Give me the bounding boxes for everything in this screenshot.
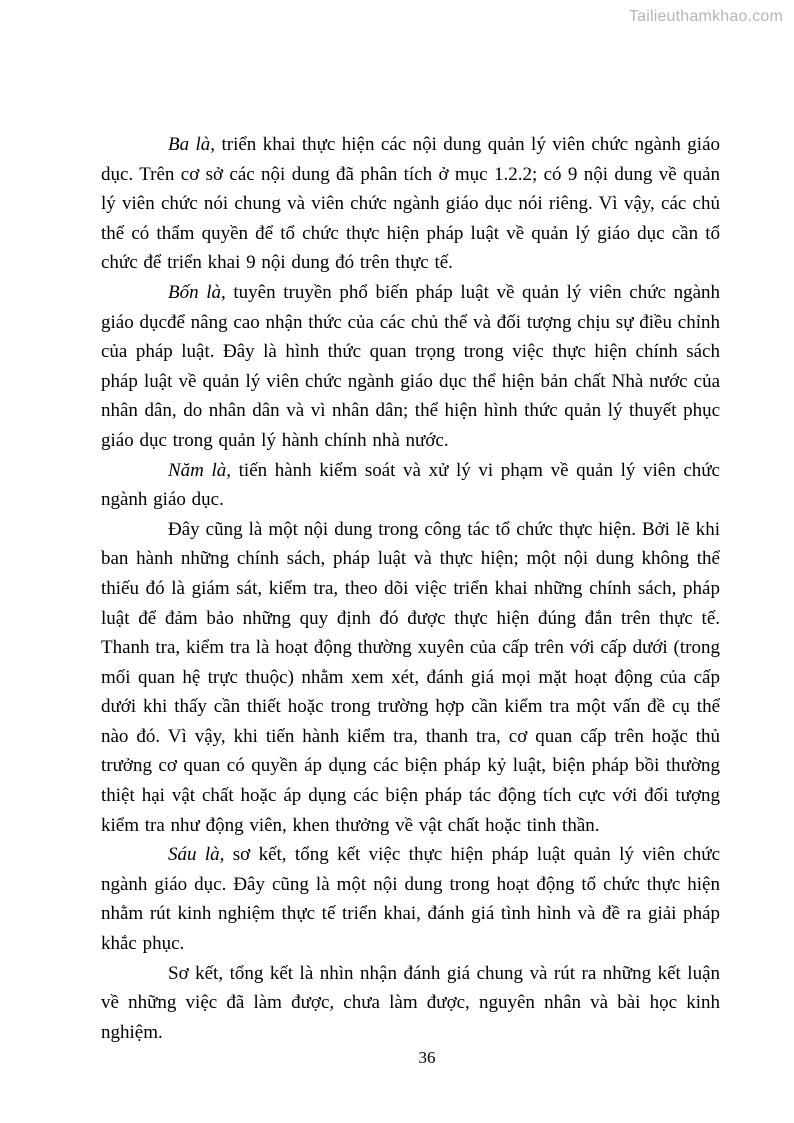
paragraph-lead-italic: Năm là,: [168, 459, 232, 481]
paragraph-lead-italic: Ba là,: [168, 134, 216, 155]
page-number: 36: [418, 1048, 436, 1067]
paragraph: Sáu là, sơ kết, tổng kết việc thực hiện pháp luật quản lý viên chức ngành giáo dục. Đây cũng là một nội dung trong hoạt động tổ chức thực hiện nhằm rút kinh nghiệm thực tế triển khai, đánh giá tình hình và đề ra giải pháp khắc phục.: [101, 844, 720, 955]
paragraph: Sơ kết, tổng kết là nhìn nhận đánh giá chung và rút ra những kết luận về những việc đã làm được, chưa làm được, nguyên nhân và bài học kinh nghiệm.: [101, 962, 720, 1043]
watermark-text: Tailieuthamkhao.com: [628, 8, 783, 25]
document-body: [101, 130, 720, 1047]
paragraph: Đây cũng là một nội dung trong công tác tổ chức thực hiện. Bởi lẽ khi ban hành những chính sách, pháp luật và thực hiện; một nội dung không thể thiếu đó là giám sát, kiểm tra, theo dõi việc triển khai những chính sách, pháp luật để đảm bảo những quy định đó được thực hiện đúng đắn trên thực tế. Thanh tra, kiểm tra là hoạt động thường xuyên của cấp trên với cấp dưới (trong mối quan hệ trực thuộc) nhằm xem xét, đánh giá mọi mặt hoạt động của cấp dưới khi thấy cần thiết hoặc trong trường hợp cần kiểm tra một vấn đề cụ thể nào đó. Vì vậy, khi tiến hành kiểm tra, thanh tra, cơ quan cấp trên hoặc thủ trưởng cơ quan có quyền áp dụng các biện pháp kỷ luật, biện pháp bồi thường thiệt hại vật chất hoặc áp dụng các biện pháp tác động tích cực với đối tượng kiểm tra như động viên, khen thưởng về vật chất hoặc tinh thần.: [101, 518, 720, 836]
paragraph-lead-italic: Bốn là,: [168, 281, 226, 303]
paragraph: Ba là, triển khai thực hiện các nội dung quản lý viên chức ngành giáo dục. Trên cơ sở các nội dung đã phân tích ở mục 1.2.2; có 9 nội dung về quản lý viên chức nói chung và viên chức ngành giáo dục nói riêng. Vì vậy, các chủ thể có thẩm quyền để tổ chức thực hiện pháp luật về quản lý giáo dục cần tổ chức để triển khai 9 nội dung đó trên thực tế.: [101, 134, 721, 274]
paragraph-lead-italic: Sáu là,: [168, 844, 225, 866]
paragraph: Năm là, tiến hành kiểm soát và xử lý vi phạm về quản lý viên chức ngành giáo dục.: [101, 459, 720, 511]
paragraph: Bốn là, tuyên truyền phổ biến pháp luật về quản lý viên chức ngành giáo dụcđể nâng cao nhận thức của các chủ thể và đối tượng chịu sự điều chỉnh của pháp luật. Đây là hình thức quan trọng trong việc thực hiện chính sách pháp luật về quản lý viên chức ngành giáo dục thể hiện bản chất Nhà nước của nhân dân, do nhân dân và vì nhân dân; thể hiện hình thức quản lý thuyết phục giáo dục trong quản lý hành chính nhà nước.: [101, 281, 721, 451]
